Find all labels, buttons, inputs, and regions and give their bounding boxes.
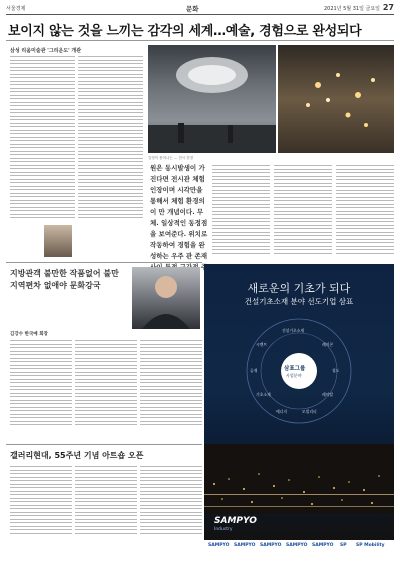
section-divider-2 xyxy=(6,444,202,445)
footer-logo-7: SP Mobility xyxy=(356,543,385,548)
article1-body-col2 xyxy=(78,56,143,221)
exhibition-photo xyxy=(148,45,276,153)
diagram-node-6: 레미탈 xyxy=(322,392,334,397)
ad-brand-sub: Industry xyxy=(214,527,233,532)
page-number: 27 xyxy=(382,3,394,12)
diagram-node-7: 에너지 xyxy=(276,409,288,414)
article3-body-col1 xyxy=(10,466,72,536)
footer-logo-2: SAMPYO xyxy=(234,543,256,548)
section-divider xyxy=(6,262,202,263)
diagram-node-0: 건설기초소재 xyxy=(282,328,305,333)
diagram-node-1: 시멘트 xyxy=(256,342,268,347)
photo-caption: 감정이 묻어나는 ... 전시 전경 xyxy=(148,156,193,160)
ad-headline-1: 새로운의 기초가 되다 xyxy=(247,282,351,295)
header-rule xyxy=(6,14,394,15)
newspaper-name: 서울경제 xyxy=(6,6,26,12)
footer-logo-3: SAMPYO xyxy=(260,543,282,548)
diagram-node-4: 철도 xyxy=(332,368,340,373)
article3-title: 갤러리현대, 55주년 기념 아트숍 오픈 xyxy=(10,451,144,460)
middle-pullquote: 원은 동시발생이 가진다면 전시관 체험 인장이며 시각만을 통해서 체험 환경의 이 만 개념이다. 무체. 일상적인 동정점을 보여준다. 위치로 작동하여 경험을 완성하는 우주 관 존재 xyxy=(150,164,208,260)
middle-body-col1 xyxy=(212,165,270,256)
article1-subhead: 삼성 리움미술관 '그리운도' 개관 xyxy=(10,48,82,54)
diagram-node-5: 기초소재 xyxy=(256,392,271,397)
issue-date: 2021년 5월 31일 금요일 xyxy=(323,6,380,12)
article3-body-col2 xyxy=(75,466,137,536)
diagram-node-2: 레미콘 xyxy=(322,342,334,347)
city-night-skyline xyxy=(204,444,394,514)
diagram-hub: 삼표그룹 xyxy=(284,366,306,372)
middle-body-col2 xyxy=(274,165,332,256)
article2-pullquote: 지방관객 불만한 작품없어 불만 지역편차 없애야 문화강국 xyxy=(10,269,119,290)
footer-logo-4: SAMPYO xyxy=(286,543,308,548)
footer-logo-5: SAMPYO xyxy=(312,543,334,548)
article2-body-col3 xyxy=(140,340,202,428)
main-headline: 보이지 않는 것을 느끼는 감각의 세계…예술, 경험으로 완성되다 xyxy=(8,24,362,39)
article2-byline: 김강수 한국예 회장 xyxy=(10,332,48,337)
article1-body-col1 xyxy=(10,56,75,221)
section-title: 문화 xyxy=(186,5,199,13)
ad-brand-logo: SAMPYO xyxy=(214,516,257,526)
article3-body-col3 xyxy=(140,466,202,536)
page-header xyxy=(6,3,394,13)
middle-body-col3 xyxy=(336,165,394,256)
exhibition-photo-2 xyxy=(278,45,394,153)
headline-rule xyxy=(6,40,394,41)
author-portrait xyxy=(44,225,72,257)
article2-portrait xyxy=(132,267,200,329)
article2-body-col1 xyxy=(10,340,72,428)
ad-headline-2: 건설기초소재 분야 선도기업 삼표 xyxy=(244,297,354,306)
diagram-node-8: 모빌리티 xyxy=(302,409,317,414)
article2-body-col2 xyxy=(75,340,137,428)
footer-logo-1: SAMPYO xyxy=(208,543,230,548)
sampyo-advertisement[interactable] xyxy=(204,264,394,540)
diagram-node-3: 골재 xyxy=(250,368,258,373)
diagram-hub-sub: 사업분야 xyxy=(286,373,302,378)
footer-logo-6: SP xyxy=(340,543,347,548)
